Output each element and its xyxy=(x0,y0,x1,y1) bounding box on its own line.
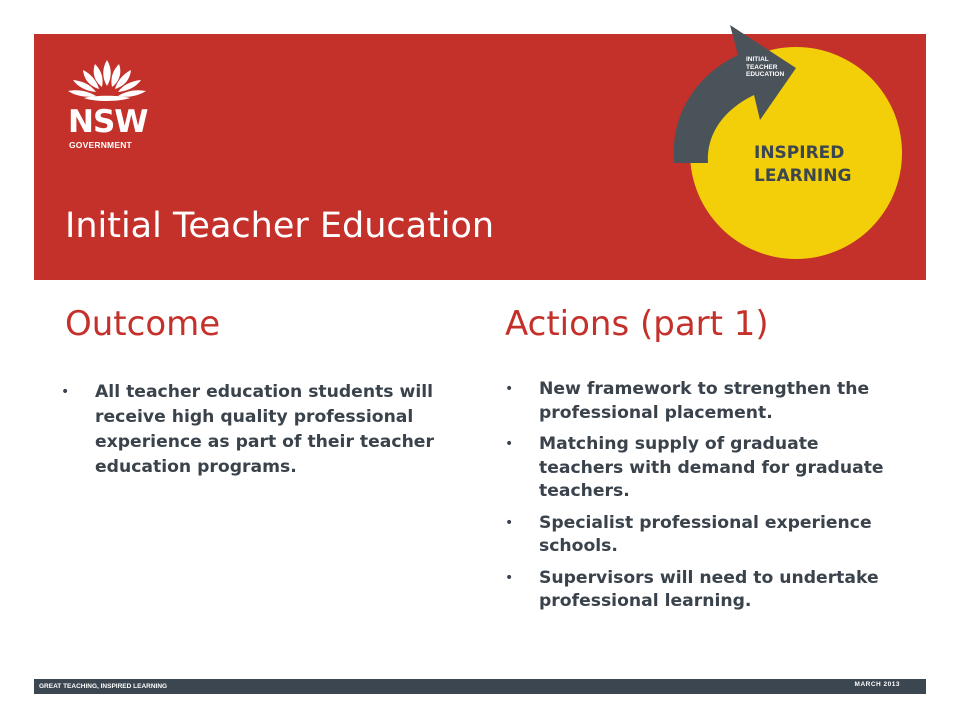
page-title: Initial Teacher Education xyxy=(65,206,495,246)
outcome-list xyxy=(61,380,451,487)
list-item: • Supervisors will need to undertake professional learning. xyxy=(505,567,905,614)
actions-list xyxy=(505,378,905,622)
outcome-heading: Outcome xyxy=(65,304,221,344)
footer-date: MARCH 2013 xyxy=(854,681,900,688)
list-item: • All teacher education students will receive high quality professional experience as part of their teacher education programs. xyxy=(61,380,451,480)
logo-wordmark: NSW xyxy=(68,104,148,140)
list-item: • New framework to strengthen the professional placement. xyxy=(505,378,905,425)
emblem-circle-label: INSPIRED LEARNING xyxy=(754,143,852,186)
footer-tagline: GREAT TEACHING, INSPIRED LEARNING xyxy=(39,683,168,690)
logo-subtitle: GOVERNMENT xyxy=(69,140,132,150)
list-item: • Specialist professional experience schools. xyxy=(505,512,905,559)
emblem-arrow-label: INITIAL TEACHER EDUCATION xyxy=(746,56,785,78)
actions-heading: Actions (part 1) xyxy=(505,304,769,344)
list-item: • Matching supply of graduate teachers with demand for graduate teachers. xyxy=(505,433,905,504)
waratah-icon xyxy=(62,56,152,106)
footer-bar xyxy=(34,679,926,694)
